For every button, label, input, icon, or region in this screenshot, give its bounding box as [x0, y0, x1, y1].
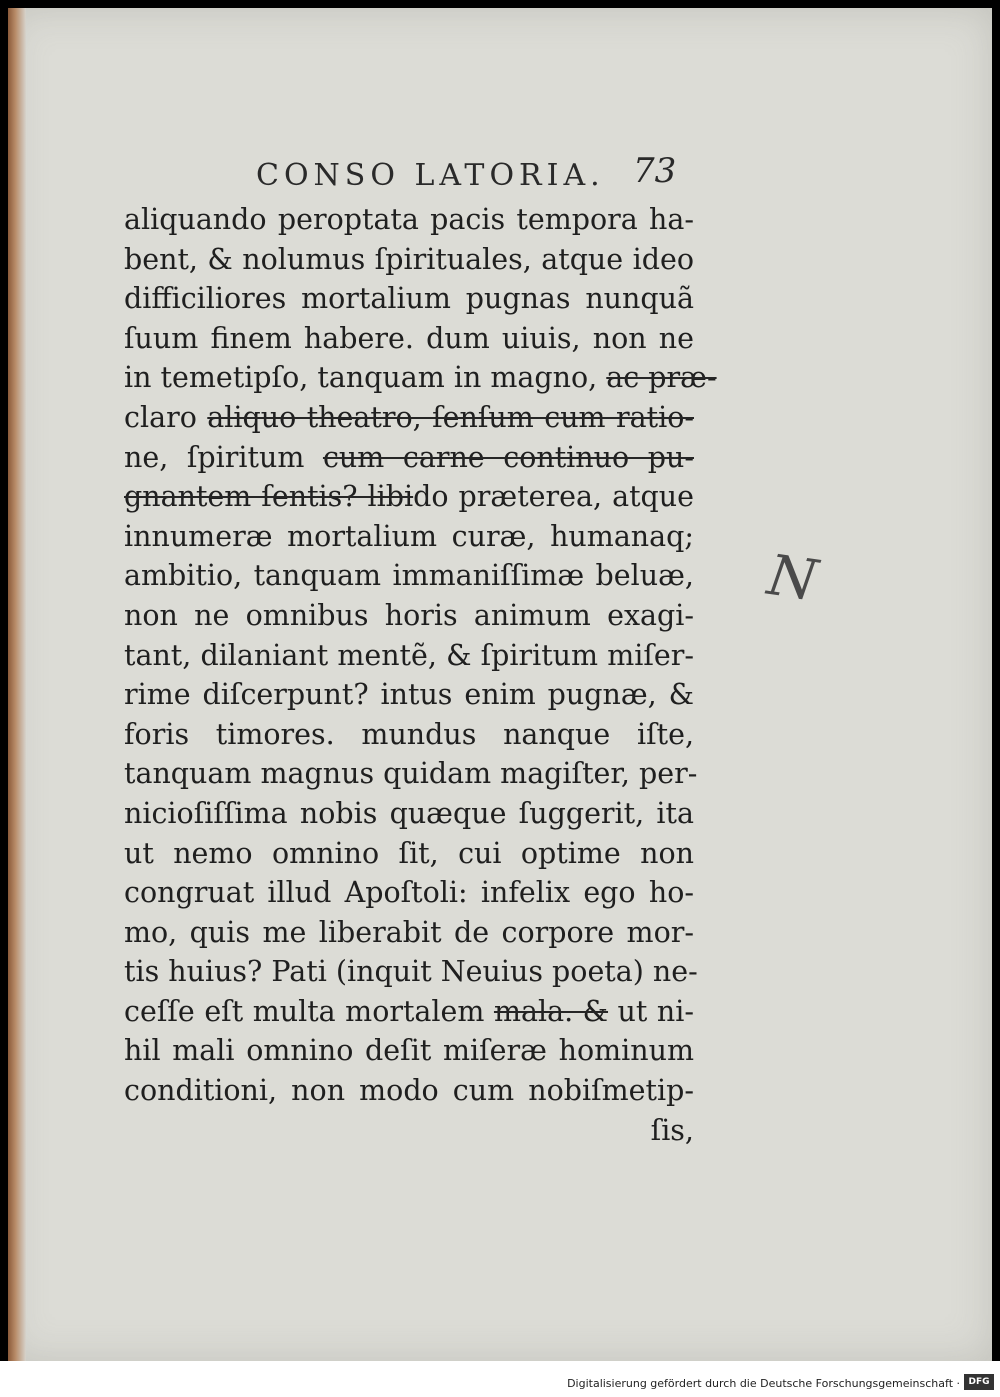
- text-line: tant, dilaniant mentẽ, & ſpiritum miſer-: [124, 638, 694, 672]
- text-line: mo, quis me liberabit de corpore mor-: [124, 915, 694, 949]
- text-line: [124, 992, 694, 1032]
- text-line: ſuum finem habere. dum uiuis, non ne: [124, 321, 694, 355]
- book-page: [8, 8, 992, 1361]
- footer-credit: Digitalisierung gefördert durch die Deutsche Forschungsgemeinschaft ·: [567, 1377, 960, 1390]
- text-line: ambitio, tanquam immaniſſimæ beluæ,: [124, 559, 694, 593]
- struck-text: aliquo theatro, ſenſum cum ratio-: [207, 400, 694, 434]
- catchword: ſis,: [650, 1113, 694, 1147]
- text-segment: claro: [124, 400, 208, 434]
- text-line: [124, 477, 694, 517]
- page-binding-edge: [8, 8, 26, 1361]
- text-line: [124, 358, 717, 398]
- text-line: hil mali omnino deſit miſeræ hominum: [124, 1034, 694, 1068]
- text-line: difficiliores mortalium pugnas nunquã: [124, 282, 694, 316]
- text-line: congruat illud Apoſtoli: infelix ego ho-: [124, 876, 694, 910]
- running-title: CONSO LATORIA.: [256, 158, 605, 193]
- struck-text: ac præ-: [606, 361, 717, 395]
- struck-text: mala. &: [493, 994, 609, 1028]
- text-line: nicioſiſſima nobis quæque ſuggerit, ita: [124, 796, 694, 830]
- text-line: aliquando peroptata pacis tempora ha-: [124, 203, 694, 236]
- text-line: foris timores. mundus nanque iſte,: [124, 717, 694, 751]
- text-segment: do præterea, atque: [413, 480, 694, 514]
- text-line: [124, 438, 694, 478]
- text-line: non ne omnibus horis animum exagi-: [124, 598, 694, 632]
- text-line: conditioni, non modo cum nobiſmetip-: [124, 1074, 694, 1108]
- text-line: bent, & nolumus ſpirituales, atque ideo: [124, 242, 694, 276]
- text-line: ut nemo omnino ſit, cui optime non: [124, 836, 694, 870]
- text-segment: ne, ſpiritum: [124, 440, 323, 474]
- page-number: 73: [633, 151, 677, 191]
- struck-text: cum carne continuo pu-: [322, 440, 694, 474]
- text-segment: ceſſe eſt multa mortalem: [124, 994, 494, 1028]
- text-line: [124, 398, 694, 438]
- handwritten-margin-note: N: [763, 542, 822, 615]
- text-line: tanquam magnus quidam magiſter, per-: [124, 757, 698, 791]
- text-segment: ut ni-: [608, 994, 694, 1028]
- body-text: [124, 200, 717, 1150]
- text-line: rime diſcerpunt? intus enim pugnæ, &: [124, 678, 694, 712]
- text-line: tis huius? Pati (inquit Neuius poeta) ne-: [124, 955, 698, 989]
- struck-text: gnantem ſentis? libi: [124, 480, 414, 514]
- text-line: innumeræ mortalium curæ, humanaq;: [124, 519, 694, 553]
- dfg-logo: DFG: [964, 1374, 994, 1390]
- digitization-footer: [0, 1361, 1000, 1397]
- text-segment: in temetipſo, tanquam in magno,: [124, 361, 607, 395]
